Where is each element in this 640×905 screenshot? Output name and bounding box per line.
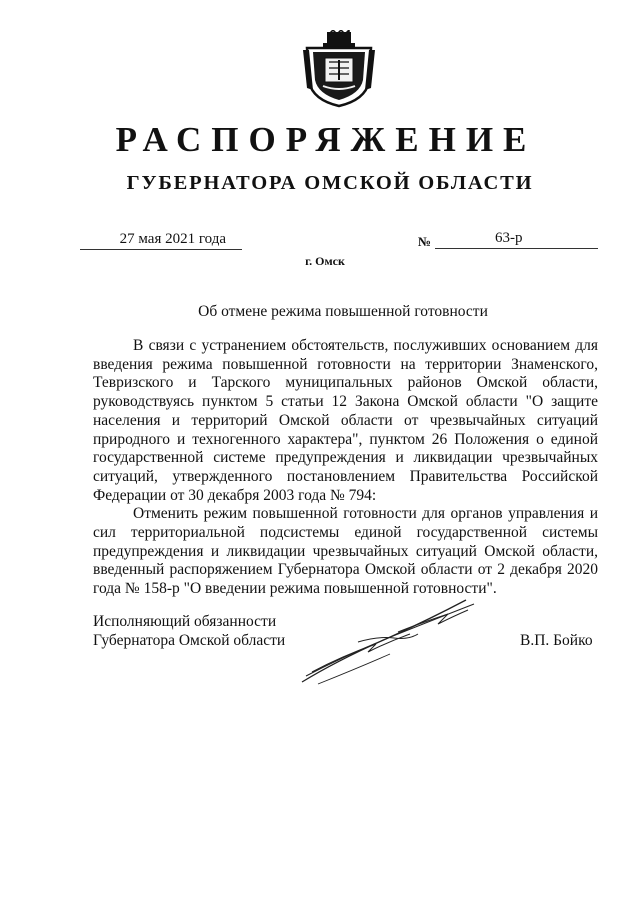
handwritten-signature [298, 594, 476, 690]
signatory-position-line2: Губернатора Омской области [93, 632, 286, 649]
issuer-heading: ГУБЕРНАТОРА ОМСКОЙ ОБЛАСТИ [126, 172, 534, 194]
body-paragraph-2: Отменить режим повышенной готовности для органов управления и сил территориальной подсистемы единой государственной системы предупреждения и ликвидации чрезвычайных ситуаций Омской области, введенный распоряжением Губернатора Омской области от 2 декабря 2020 года № 158-р "О введении режима повышенной готовности". [93, 505, 598, 598]
number-underline [435, 248, 598, 249]
document-number: 63-р [495, 230, 523, 246]
body-paragraph-1: В связи с устранением обстоятельств, послуживших основанием для введения режима повышенной готовности на территории Знаменского, Тевризского и Тарского муниципальных районов Омской области, руководствуясь пунктом 5 статьи 12 Закона Омской области "О защите населения и территорий Омской области от чрезвычайных ситуаций природного и техногенного характера", пунктом 26 Положения о единой государственной системе предупреждения и ликвидации чрезвычайных ситуаций, утвержденного постановлением Правительства Российской Федерации от 30 декабря 2003 года № 794: [93, 337, 598, 504]
signatory-name: В.П. Бойко [520, 632, 593, 649]
document-city: г. Омск [305, 254, 345, 268]
document-subject: Об отмене режима повышенной готовности [198, 303, 488, 320]
signatory-position-line1: Исполняющий обязанности [93, 613, 277, 630]
number-sign: № [418, 234, 432, 249]
coat-of-arms-emblem [303, 30, 375, 108]
document-body [93, 337, 598, 599]
document-date: 27 мая 2021 года [80, 231, 242, 250]
document-type-heading: РАСПОРЯЖЕНИЕ [115, 120, 537, 159]
